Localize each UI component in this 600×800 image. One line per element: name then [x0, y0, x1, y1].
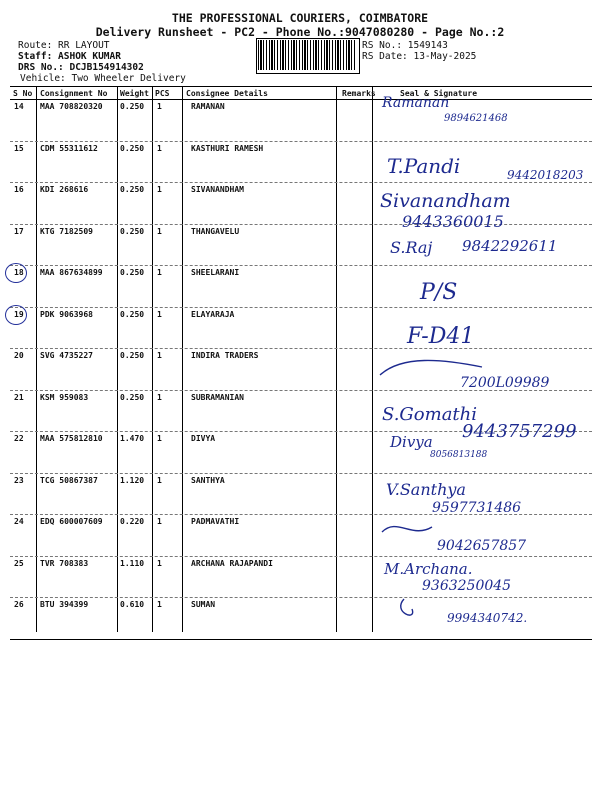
row-weight: 0.250: [120, 226, 145, 236]
col-divider: [336, 87, 337, 632]
row-circle-mark: [5, 305, 27, 325]
company-title: THE PROFESSIONAL COURIERS, COIMBATORE: [171, 11, 429, 25]
col-divider: [117, 87, 118, 632]
row-consignee: THANGAVELU: [191, 226, 240, 236]
signature-phone: 9597731486: [432, 500, 522, 516]
header-remarks: Remarks: [342, 89, 376, 98]
signature-phone: 9443360015: [402, 212, 504, 231]
route-label: Route: RR LAYOUT: [18, 40, 110, 51]
signature-phone: 9894621468: [444, 113, 508, 124]
row-consignment: KSM 959083: [40, 392, 89, 402]
row-consignee: SHEELARANI: [191, 268, 240, 277]
row-pcs: 1: [157, 600, 162, 609]
row-sno: 26: [14, 600, 24, 609]
row-sno: 21: [14, 392, 24, 402]
row-consignee: INDIRA TRADERS: [191, 351, 259, 360]
signature-name: T.Pandi: [387, 154, 461, 178]
row-sno: 20: [14, 351, 24, 360]
row-consignee: ELAYARAJA: [191, 309, 235, 319]
vehicle-label: Vehicle: Two Wheeler Delivery: [20, 73, 186, 84]
signature-name: Divya: [390, 433, 433, 451]
row-sno: 23: [14, 475, 24, 485]
row-sno: 15: [14, 143, 24, 153]
row-weight: 0.250: [120, 185, 145, 194]
row-sno: 22: [14, 434, 24, 443]
row-sno: 24: [14, 517, 24, 526]
row-weight: 1.470: [120, 434, 145, 443]
row-sno: 14: [14, 102, 24, 111]
signature-phone: 8056813188: [430, 450, 488, 460]
signature-scribble: [380, 360, 482, 375]
row-circle-mark: [5, 263, 27, 283]
drs-number: DRS No.: DCJB154914302: [18, 62, 144, 73]
row-weight: 1.120: [120, 475, 145, 485]
signature-phone: 9363250045: [422, 578, 512, 594]
row-consignee: RAMANAN: [191, 102, 225, 111]
header-consignee: Consignee Details: [186, 89, 268, 98]
row-consignment: SVG 4735227: [40, 351, 93, 360]
row-sno: 25: [14, 558, 24, 568]
row-pcs: 1: [157, 475, 162, 485]
row-pcs: 1: [157, 351, 162, 360]
row-weight: 0.250: [120, 102, 145, 111]
handwritten-signatures: [372, 87, 600, 647]
row-pcs: 1: [157, 185, 162, 194]
row-consignment: CDM 55311612: [40, 143, 98, 153]
row-sno: 17: [14, 226, 24, 236]
row-sno: 19: [14, 309, 24, 319]
rs-number: RS No.: 1549143: [362, 40, 448, 51]
row-sno: 18: [14, 268, 24, 277]
row-weight: 0.610: [120, 600, 145, 609]
row-pcs: 1: [157, 434, 162, 443]
runsheet-subtitle: Delivery Runsheet - PC2 - Phone No.:9047080280 - Page No.:2: [95, 25, 505, 39]
signature-phone: 9042657857: [437, 538, 527, 554]
signature-name: M.Archana.: [384, 560, 473, 578]
row-pcs: 1: [157, 517, 162, 526]
signature-phone: 9443757299: [462, 421, 577, 442]
signature-name: Ramanan: [382, 95, 450, 111]
header-consignment: Consignment No: [40, 89, 108, 98]
row-consignee: SIVANANDHAM: [191, 185, 244, 194]
row-weight: 0.250: [120, 268, 145, 277]
row-consignment: KDI 268616: [40, 185, 89, 194]
row-pcs: 1: [157, 268, 162, 277]
row-weight: 0.250: [120, 143, 145, 153]
barcode-icon: [258, 40, 356, 70]
row-consignee: ARCHANA RAJAPANDI: [191, 558, 273, 568]
header-signature: Seal & Signature: [400, 89, 478, 98]
row-pcs: 1: [157, 226, 162, 236]
row-weight: 0.250: [120, 309, 145, 319]
row-pcs: 1: [157, 102, 162, 111]
row-consignee: SANTHYA: [191, 475, 225, 485]
row-consignee: PADMAVATHI: [191, 517, 240, 526]
signature-name: P/S: [420, 280, 458, 305]
row-consignment: TVR 708383: [40, 558, 89, 568]
row-consignee: DIVYA: [191, 434, 216, 443]
row-consignment: MAA 708820320: [40, 102, 103, 111]
signature-scribble: [382, 527, 432, 532]
signature-name: Sivanandham: [380, 190, 511, 212]
row-consignment: EDQ 600007609: [40, 517, 103, 526]
row-consignment: MAA 575812810: [40, 434, 103, 443]
col-divider: [152, 87, 153, 632]
row-weight: 0.250: [120, 351, 145, 360]
col-divider: [36, 87, 37, 632]
row-consignee: SUBRAMANIAN: [191, 392, 244, 402]
row-weight: 0.250: [120, 392, 145, 402]
signature-phone: 7200L09989: [460, 375, 550, 391]
row-pcs: 1: [157, 558, 162, 568]
row-pcs: 1: [157, 392, 162, 402]
col-divider: [182, 87, 183, 632]
signature-name: S.Gomathi: [382, 404, 478, 425]
header-pcs: PCS: [155, 89, 170, 98]
row-pcs: 1: [157, 143, 162, 153]
row-consignment: KTG 7182509: [40, 226, 93, 236]
signature-name: V.Santhya: [386, 480, 466, 499]
staff-label: Staff: ASHOK KUMAR: [18, 51, 121, 62]
row-consignee: SUMAN: [191, 600, 216, 609]
signature-name: S.Raj: [390, 238, 433, 257]
row-consignee: KASTHURI RAMESH: [191, 143, 264, 153]
row-consignment: MAA 867634899: [40, 268, 103, 277]
rs-date: RS Date: 13-May-2025: [362, 51, 477, 62]
row-consignment: BTU 394399: [40, 600, 89, 609]
row-consignment: TCG 50867387: [40, 475, 98, 485]
signature-phone: 9442018203: [507, 168, 584, 182]
signature-phone: 9842292611: [462, 237, 558, 255]
header-weight: Weight: [120, 89, 149, 98]
header-sno: S No: [13, 89, 33, 98]
signature-phone: 9994340742.: [447, 611, 528, 625]
row-sno: 16: [14, 185, 24, 194]
row-pcs: 1: [157, 309, 162, 319]
row-weight: 1.110: [120, 558, 145, 568]
row-consignment: PDK 9063968: [40, 309, 93, 319]
row-weight: 0.220: [120, 517, 145, 526]
signature-scribble: [401, 599, 413, 615]
signature-name: F-D41: [407, 324, 475, 349]
